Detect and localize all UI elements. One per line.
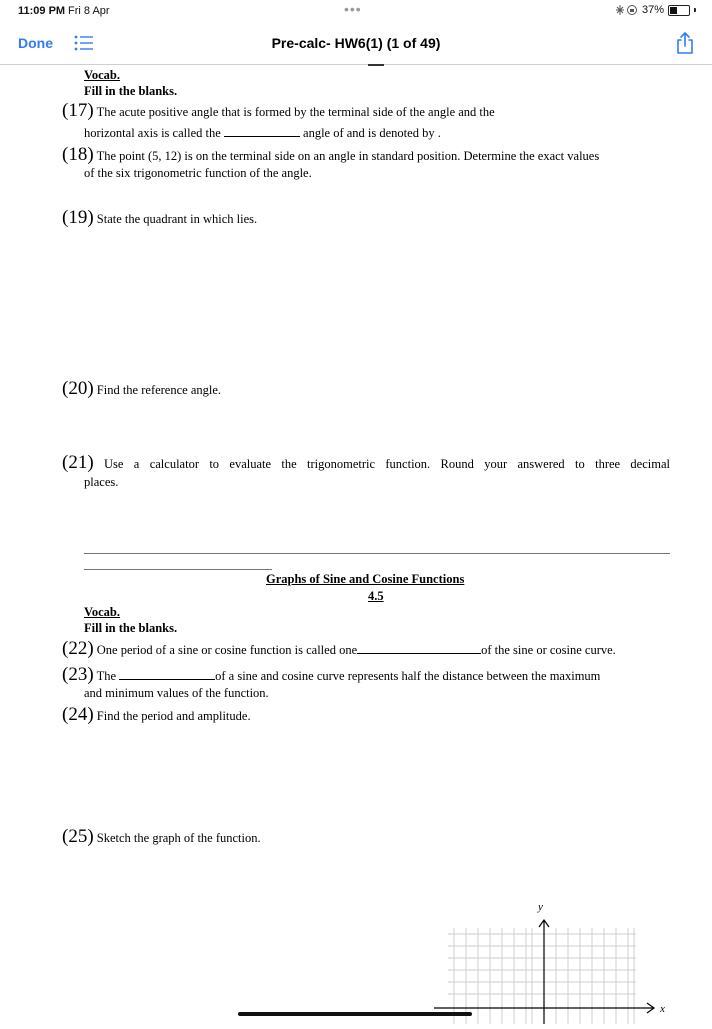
done-button[interactable]: Done: [18, 35, 53, 51]
nav-bar: [0, 22, 712, 65]
question-22: [62, 638, 616, 660]
question-17-line2: [84, 124, 441, 141]
question-18-line2: of the six trigonometric function of the angle.: [84, 166, 312, 180]
page-scrubber[interactable]: [238, 1012, 472, 1016]
question-24: [62, 704, 251, 726]
question-number: (18): [62, 144, 94, 165]
document-title: Pre-calc- HW6(1) (1 of 49): [271, 35, 441, 51]
document-page[interactable]: [0, 64, 712, 1024]
question-text: Sketch the graph of the function.: [96, 831, 261, 845]
question-text: State the quadrant in which lies.: [96, 212, 258, 226]
answer-blank[interactable]: [357, 641, 481, 654]
multitask-dots-icon[interactable]: •••: [344, 1, 362, 17]
vocab-heading-2: Vocab.: [84, 605, 121, 619]
scroll-indicator: [368, 64, 384, 66]
question-number: (22): [62, 638, 94, 659]
coordinate-grid: [420, 900, 680, 1029]
graph-y-label: y: [538, 901, 543, 913]
answer-blank[interactable]: [224, 124, 300, 137]
share-icon[interactable]: [675, 31, 695, 55]
battery-cap: [694, 8, 696, 12]
question-text: The: [96, 669, 116, 683]
question-text: The acute positive angle that is formed by the terminal side of the angle and the: [96, 105, 495, 119]
status-date: Fri 8 Apr: [68, 5, 110, 17]
rotation-lock-icon: [616, 4, 638, 16]
divider-line: [84, 553, 670, 554]
fill-in-heading-2: Fill in the blanks.: [84, 621, 178, 635]
question-20: [62, 378, 221, 400]
question-text: angle of and is denoted by .: [303, 126, 441, 140]
battery-percent: 37%: [641, 4, 664, 16]
question-number: (24): [62, 704, 94, 725]
vocab-heading: Vocab.: [84, 68, 121, 82]
question-number: (19): [62, 207, 94, 228]
question-19: [62, 207, 257, 229]
question-18: [62, 144, 599, 166]
section-number: 4.5: [368, 589, 384, 603]
question-text: of a sine and cosine curve represents half the distance between the maximum: [215, 669, 601, 683]
question-21: [62, 452, 670, 474]
question-number: (17): [62, 100, 94, 121]
question-text: Find the period and amplitude.: [96, 709, 251, 723]
question-25: [62, 826, 261, 848]
battery-icon: [668, 5, 690, 16]
status-time: 11:09 PM: [18, 5, 66, 17]
question-text: The point (5, 12) is on the terminal side on an angle in standard position. Determine the exact values: [96, 149, 600, 163]
question-number: (20): [62, 378, 94, 399]
question-text: One period of a sine or cosine function is called one: [96, 643, 358, 657]
question-21-line2: places.: [84, 475, 119, 489]
question-text: horizontal axis is called the: [84, 126, 221, 140]
question-text: Use a calculator to evaluate the trigonometric function. Round your answered to three decimal: [104, 457, 670, 471]
section-heading: Graphs of Sine and Cosine Functions: [266, 572, 465, 586]
question-17: [62, 100, 495, 122]
answer-blank[interactable]: [119, 667, 215, 680]
question-23-line2: and minimum values of the function.: [84, 686, 269, 700]
question-number: (25): [62, 826, 94, 847]
question-text: Find the reference angle.: [96, 383, 222, 397]
fill-in-heading: Fill in the blanks.: [84, 84, 178, 98]
question-number: (23): [62, 664, 94, 685]
question-number: (21): [62, 452, 94, 473]
question-text: of the sine or cosine curve.: [481, 643, 616, 657]
graph-x-label: x: [660, 1003, 665, 1015]
status-right: [616, 4, 696, 16]
divider-line-short: [84, 569, 272, 570]
status-bar: [0, 0, 712, 22]
question-23: [62, 664, 600, 686]
